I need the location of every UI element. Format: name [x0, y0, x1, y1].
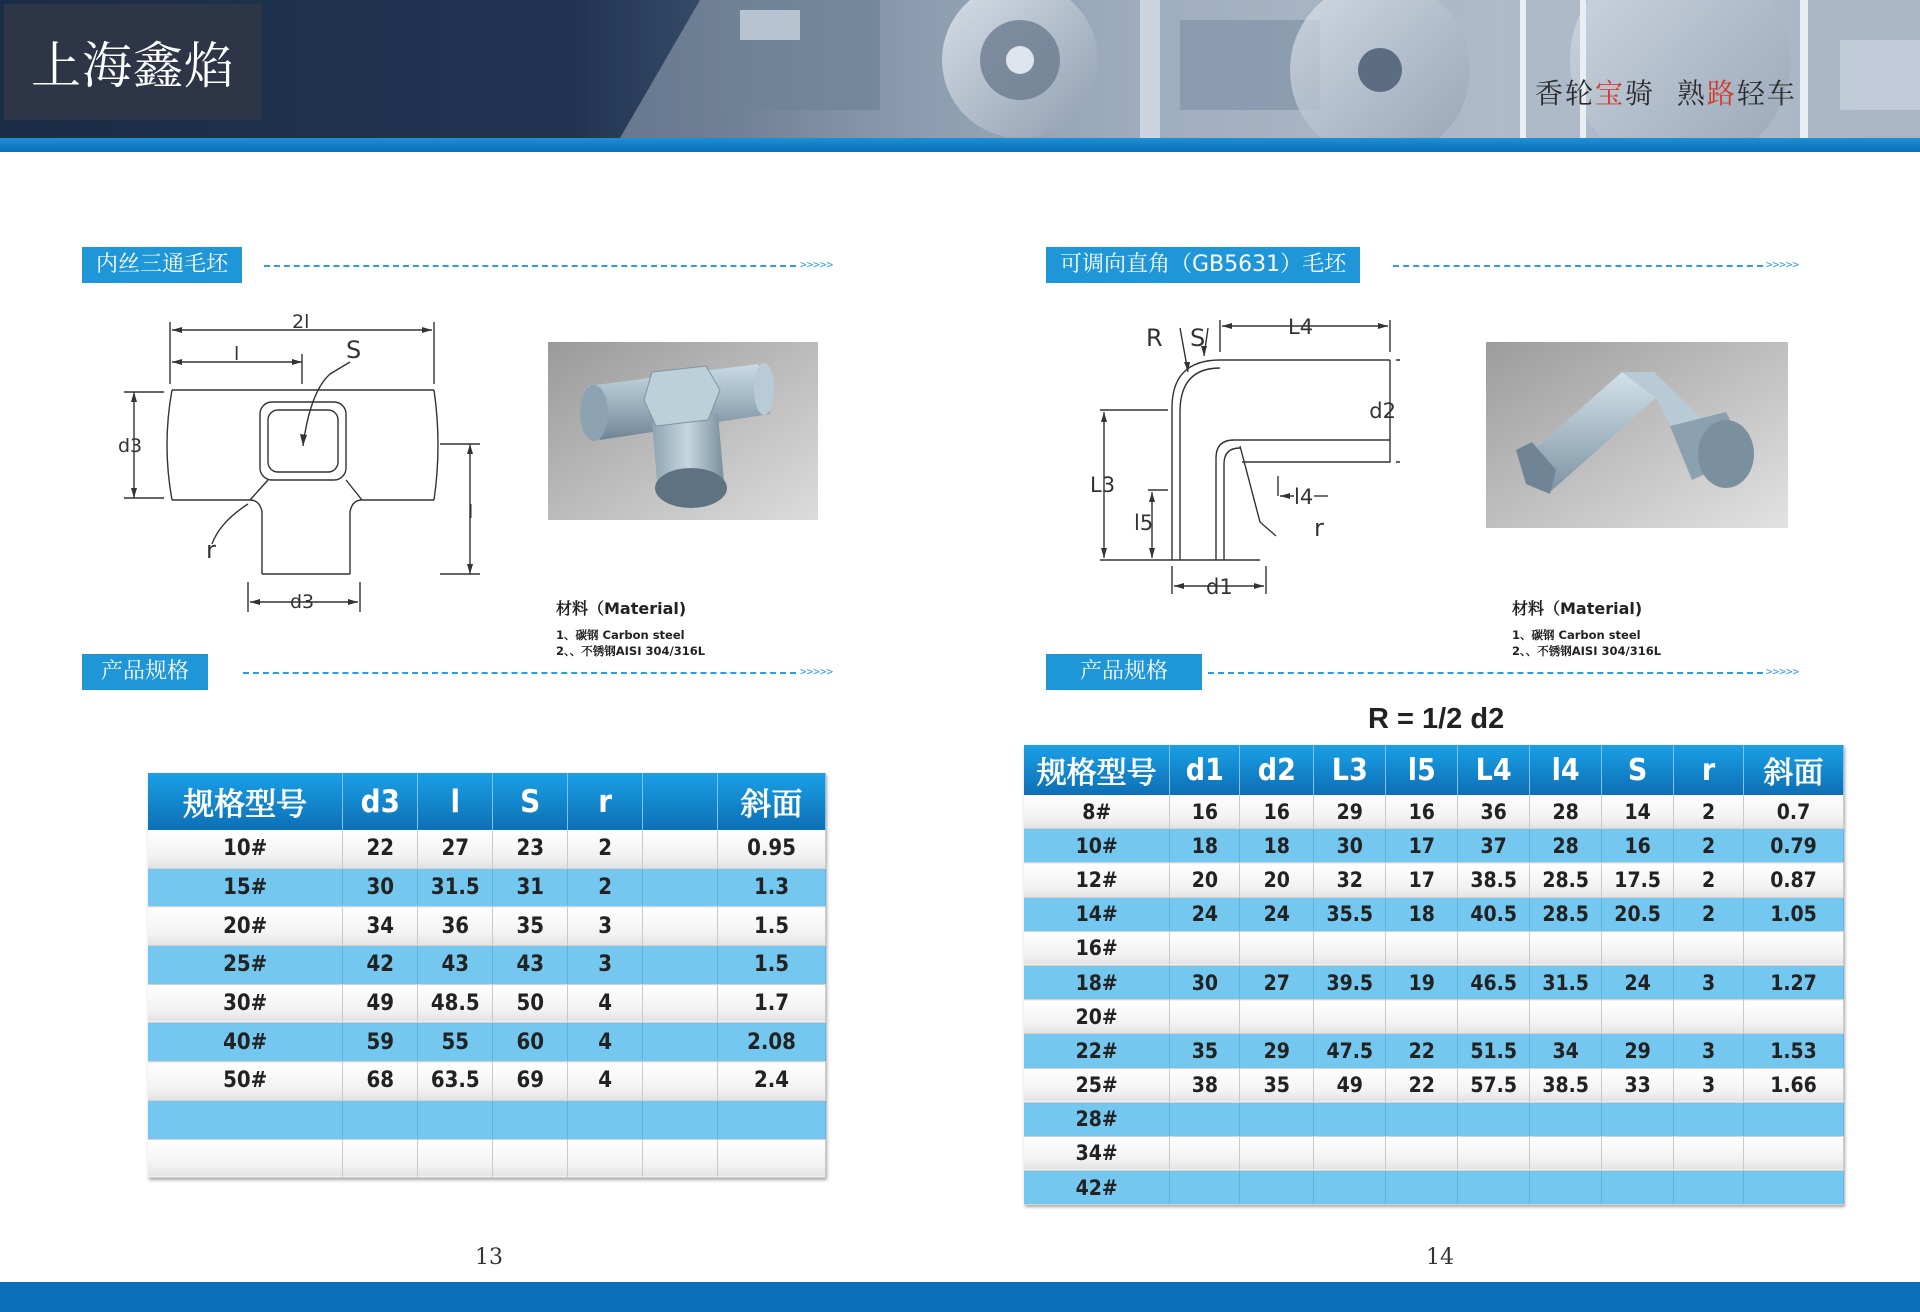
col-header: d2	[1240, 745, 1314, 795]
table-cell: 23	[493, 830, 568, 868]
table-cell	[643, 907, 718, 946]
table-cell: 51.5	[1458, 1034, 1530, 1068]
table-cell	[1744, 1102, 1844, 1136]
section-title-spec-right: 产品规格	[1046, 654, 1202, 690]
section-divider	[1393, 265, 1763, 267]
table-header-row	[148, 773, 826, 830]
spec-table-elbow	[1024, 745, 1844, 1205]
table-cell	[1458, 1136, 1530, 1170]
table-cell	[493, 1100, 568, 1139]
model-cell: 25#	[1024, 1068, 1170, 1102]
table-cell: 42	[343, 946, 418, 985]
table-row	[148, 868, 826, 907]
table-cell: 28.5	[1530, 863, 1602, 897]
table-cell	[1314, 1136, 1386, 1170]
dim-label-d3: d3	[118, 435, 143, 457]
col-header: L4	[1458, 745, 1530, 795]
table-cell	[643, 1100, 718, 1139]
slogan-part: 轻车	[1736, 77, 1797, 110]
table-cell: 28	[1530, 795, 1602, 829]
model-cell: 40#	[148, 1023, 343, 1062]
dim-label-l5: l5	[1134, 511, 1154, 535]
table-cell: 3	[568, 907, 643, 946]
section-arrows: >>>>>	[1766, 258, 1800, 271]
table-row	[148, 830, 826, 868]
table-row	[1024, 897, 1844, 931]
table-cell	[643, 1023, 718, 1062]
tee-technical-drawing	[110, 312, 490, 620]
table-row	[148, 984, 826, 1023]
tee-3d-render	[548, 342, 818, 520]
table-cell: 68	[343, 1062, 418, 1101]
col-header	[643, 773, 718, 830]
table-cell: 1.05	[1744, 897, 1844, 931]
header-accent-bar	[0, 138, 1920, 152]
section-arrows: >>>>>	[1766, 665, 1800, 678]
table-cell: 35	[1240, 1068, 1314, 1102]
table-cell: 0.87	[1744, 863, 1844, 897]
table-cell	[1458, 1102, 1530, 1136]
table-row	[1024, 1171, 1844, 1205]
table-cell: 28.5	[1530, 897, 1602, 931]
dim-label-2l: 2l	[292, 312, 310, 333]
table-cell	[1602, 1136, 1674, 1170]
table-cell	[493, 1139, 568, 1178]
table-cell	[643, 868, 718, 907]
col-header: l4	[1530, 745, 1602, 795]
table-cell	[1602, 931, 1674, 965]
table-cell: 43	[418, 946, 493, 985]
col-header: 规格型号	[1024, 745, 1170, 795]
dim-label-l4-small: l4	[1294, 485, 1314, 509]
section-divider	[264, 265, 796, 267]
table-cell: 2.4	[718, 1062, 826, 1101]
table-cell: 16	[1602, 829, 1674, 863]
table-cell: 24	[1240, 897, 1314, 931]
table-row	[1024, 965, 1844, 999]
material-item: 2、、不锈钢AISI 304/316L	[1512, 644, 1662, 658]
table-cell: 16	[1170, 795, 1240, 829]
table-cell: 31	[493, 868, 568, 907]
table-cell	[643, 1139, 718, 1178]
model-cell: 50#	[148, 1062, 343, 1101]
table-cell	[1744, 1136, 1844, 1170]
table-cell	[568, 1100, 643, 1139]
table-cell: 1.27	[1744, 965, 1844, 999]
table-row	[148, 1062, 826, 1101]
dim-label-d1: d1	[1206, 575, 1233, 599]
table-cell: 20.5	[1602, 897, 1674, 931]
table-cell: 24	[1170, 897, 1240, 931]
table-cell: 2	[1674, 897, 1744, 931]
footer-bar	[0, 1282, 1920, 1312]
elbow-3d-render	[1486, 342, 1788, 528]
table-row	[148, 1023, 826, 1062]
table-cell	[1170, 1000, 1240, 1034]
table-cell: 47.5	[1314, 1034, 1386, 1068]
table-cell	[1744, 1171, 1844, 1205]
col-header: r	[1674, 745, 1744, 795]
table-cell: 24	[1602, 965, 1674, 999]
model-cell: 10#	[1024, 829, 1170, 863]
col-header: d1	[1170, 745, 1240, 795]
table-cell: 32	[1314, 863, 1386, 897]
table-cell: 1.66	[1744, 1068, 1844, 1102]
spec-table-tee	[148, 773, 826, 1178]
table-cell	[1240, 1171, 1314, 1205]
table-cell: 35.5	[1314, 897, 1386, 931]
table-row	[1024, 1102, 1844, 1136]
table-cell: 40.5	[1458, 897, 1530, 931]
table-cell: 2	[1674, 863, 1744, 897]
table-cell: 14	[1602, 795, 1674, 829]
table-cell: 3	[1674, 965, 1744, 999]
table-cell	[1170, 1171, 1240, 1205]
radius-formula: R = 1/2 d2	[1368, 703, 1505, 735]
table-cell: 18	[1240, 829, 1314, 863]
table-cell	[1602, 1102, 1674, 1136]
table-row	[1024, 1000, 1844, 1034]
model-cell: 42#	[1024, 1171, 1170, 1205]
table-cell: 0.95	[718, 830, 826, 868]
table-cell: 2.08	[718, 1023, 826, 1062]
brand-box	[4, 4, 262, 120]
section-title-elbow: 可调向直角（GB5631）毛坯	[1046, 247, 1360, 283]
model-cell: 20#	[148, 907, 343, 946]
model-cell: 12#	[1024, 863, 1170, 897]
slogan-part-red: 路	[1706, 77, 1737, 110]
dim-label-r-small: r	[1314, 514, 1324, 542]
material-item: 2、、不锈钢AISI 304/316L	[556, 644, 706, 658]
col-header: S	[493, 773, 568, 830]
table-cell	[643, 946, 718, 985]
slogan-part: 香轮	[1535, 77, 1596, 110]
section-arrows: >>>>>	[800, 258, 834, 271]
model-cell: 15#	[148, 868, 343, 907]
table-cell	[1240, 1102, 1314, 1136]
table-cell: 49	[1314, 1068, 1386, 1102]
table-cell: 35	[1170, 1034, 1240, 1068]
table-cell: 17	[1386, 829, 1458, 863]
col-header: l5	[1386, 745, 1458, 795]
model-cell: 22#	[1024, 1034, 1170, 1068]
dim-label-R: R	[1146, 324, 1163, 352]
table-cell: 1.5	[718, 907, 826, 946]
table-cell: 1.3	[718, 868, 826, 907]
table-cell	[1314, 931, 1386, 965]
table-cell: 46.5	[1458, 965, 1530, 999]
table-cell	[418, 1139, 493, 1178]
table-cell	[1314, 1102, 1386, 1136]
table-cell	[1240, 1000, 1314, 1034]
section-divider	[1208, 672, 1763, 674]
table-cell	[418, 1100, 493, 1139]
table-cell	[718, 1139, 826, 1178]
table-cell	[568, 1139, 643, 1178]
table-cell: 3	[1674, 1034, 1744, 1068]
table-cell	[343, 1100, 418, 1139]
table-cell: 20	[1170, 863, 1240, 897]
table-header-row	[1024, 745, 1844, 795]
table-cell: 39.5	[1314, 965, 1386, 999]
table-row	[148, 1139, 826, 1178]
model-cell: 14#	[1024, 897, 1170, 931]
table-cell	[718, 1100, 826, 1139]
col-header: 规格型号	[148, 773, 343, 830]
table-cell	[1674, 1171, 1744, 1205]
table-cell: 29	[1240, 1034, 1314, 1068]
dim-label-L4: L4	[1288, 315, 1314, 339]
table-cell	[643, 830, 718, 868]
table-cell: 2	[568, 830, 643, 868]
table-cell: 16	[1386, 795, 1458, 829]
table-cell	[1386, 931, 1458, 965]
model-cell: 28#	[1024, 1102, 1170, 1136]
brand-name: 上海鑫焰	[31, 37, 235, 95]
table-cell: 27	[1240, 965, 1314, 999]
table-cell	[1530, 1000, 1602, 1034]
table-cell	[1170, 931, 1240, 965]
slogan-part: 骑 熟	[1625, 77, 1707, 110]
col-header: S	[1602, 745, 1674, 795]
table-cell: 27	[418, 830, 493, 868]
dim-label-s: S	[346, 336, 362, 364]
table-cell: 30	[343, 868, 418, 907]
table-cell: 30	[1314, 829, 1386, 863]
table-cell	[343, 1139, 418, 1178]
table-cell	[1240, 931, 1314, 965]
elbow-technical-drawing	[1080, 312, 1400, 602]
dim-label-l-right: l	[468, 501, 474, 523]
table-row	[1024, 931, 1844, 965]
table-cell: 29	[1602, 1034, 1674, 1068]
table-cell: 2	[568, 868, 643, 907]
model-cell: 25#	[148, 946, 343, 985]
table-cell: 35	[493, 907, 568, 946]
col-header: 斜面	[1744, 745, 1844, 795]
table-cell: 4	[568, 984, 643, 1023]
table-cell: 60	[493, 1023, 568, 1062]
table-cell: 17.5	[1602, 863, 1674, 897]
table-row	[1024, 1136, 1844, 1170]
table-cell	[1530, 1136, 1602, 1170]
model-cell: 30#	[148, 984, 343, 1023]
table-row	[1024, 1034, 1844, 1068]
model-cell	[148, 1100, 343, 1139]
model-cell: 18#	[1024, 965, 1170, 999]
table-cell	[1314, 1171, 1386, 1205]
table-row	[1024, 863, 1844, 897]
table-cell: 20	[1240, 863, 1314, 897]
material-info-left	[556, 596, 705, 659]
table-cell	[1458, 1000, 1530, 1034]
table-row	[148, 1100, 826, 1139]
table-cell	[1386, 1102, 1458, 1136]
table-row	[1024, 795, 1844, 829]
model-cell: 20#	[1024, 1000, 1170, 1034]
table-cell: 31.5	[1530, 965, 1602, 999]
section-arrows: >>>>>	[800, 665, 834, 678]
table-cell: 2	[1674, 795, 1744, 829]
table-cell: 31.5	[418, 868, 493, 907]
section-title-tee: 内丝三通毛坯	[82, 247, 242, 283]
table-cell: 30	[1170, 965, 1240, 999]
table-cell	[1674, 931, 1744, 965]
col-header: L3	[1314, 745, 1386, 795]
col-header: l	[418, 773, 493, 830]
table-cell: 38	[1170, 1068, 1240, 1102]
col-header: r	[568, 773, 643, 830]
table-cell: 4	[568, 1023, 643, 1062]
table-cell: 1.7	[718, 984, 826, 1023]
table-cell: 22	[343, 830, 418, 868]
table-cell: 43	[493, 946, 568, 985]
table-cell: 48.5	[418, 984, 493, 1023]
page-number-left: 13	[475, 1245, 503, 1270]
table-cell	[1674, 1000, 1744, 1034]
dim-label-d3-bottom: d3	[290, 591, 315, 613]
table-cell: 2	[1674, 829, 1744, 863]
model-cell	[148, 1139, 343, 1178]
table-cell: 1.5	[718, 946, 826, 985]
model-cell: 16#	[1024, 931, 1170, 965]
page-number-right: 14	[1426, 1245, 1454, 1270]
dim-label-L3: L3	[1090, 473, 1116, 497]
table-cell: 57.5	[1458, 1068, 1530, 1102]
table-cell: 36	[418, 907, 493, 946]
material-title: 材料（Material)	[1512, 599, 1643, 618]
table-cell: 49	[343, 984, 418, 1023]
table-cell: 28	[1530, 829, 1602, 863]
table-cell: 50	[493, 984, 568, 1023]
table-cell: 33	[1602, 1068, 1674, 1102]
table-cell	[1602, 1171, 1674, 1205]
table-cell: 55	[418, 1023, 493, 1062]
table-cell: 18	[1170, 829, 1240, 863]
table-cell	[1744, 931, 1844, 965]
table-row	[148, 907, 826, 946]
table-cell	[1674, 1136, 1744, 1170]
table-cell: 3	[1674, 1068, 1744, 1102]
table-cell: 38.5	[1530, 1068, 1602, 1102]
table-cell: 36	[1458, 795, 1530, 829]
table-cell: 19	[1386, 965, 1458, 999]
table-cell: 3	[568, 946, 643, 985]
material-item: 1、碳钢 Carbon steel	[556, 628, 685, 642]
table-cell: 69	[493, 1062, 568, 1101]
model-cell: 34#	[1024, 1136, 1170, 1170]
table-cell	[1530, 1171, 1602, 1205]
section-title-spec-left: 产品规格	[82, 654, 208, 690]
table-cell	[1314, 1000, 1386, 1034]
table-cell	[1170, 1102, 1240, 1136]
table-cell: 22	[1386, 1068, 1458, 1102]
table-cell: 34	[343, 907, 418, 946]
table-cell	[1674, 1102, 1744, 1136]
model-cell: 8#	[1024, 795, 1170, 829]
material-item: 1、碳钢 Carbon steel	[1512, 628, 1641, 642]
table-row	[1024, 1068, 1844, 1102]
table-cell: 0.7	[1744, 795, 1844, 829]
col-header: d3	[343, 773, 418, 830]
dim-label-d2: d2	[1369, 399, 1396, 423]
material-info-right	[1512, 596, 1661, 659]
table-cell	[1240, 1136, 1314, 1170]
table-cell: 59	[343, 1023, 418, 1062]
dim-label-S: S	[1190, 324, 1206, 352]
material-title: 材料（Material)	[556, 599, 687, 618]
table-cell	[1458, 1171, 1530, 1205]
table-cell: 4	[568, 1062, 643, 1101]
dim-label-l: l	[234, 343, 240, 365]
table-cell	[1602, 1000, 1674, 1034]
model-cell: 10#	[148, 830, 343, 868]
table-row	[148, 946, 826, 985]
table-cell: 63.5	[418, 1062, 493, 1101]
table-cell: 0.79	[1744, 829, 1844, 863]
table-cell: 22	[1386, 1034, 1458, 1068]
table-cell	[1170, 1136, 1240, 1170]
table-cell: 18	[1386, 897, 1458, 931]
table-cell: 1.53	[1744, 1034, 1844, 1068]
slogan-part-red: 宝	[1595, 77, 1626, 110]
section-divider	[243, 672, 796, 674]
table-cell	[1458, 931, 1530, 965]
machinery-photo	[620, 0, 1920, 138]
table-cell: 17	[1386, 863, 1458, 897]
col-header: 斜面	[718, 773, 826, 830]
table-cell	[1530, 931, 1602, 965]
table-cell	[643, 1062, 718, 1101]
table-cell: 16	[1240, 795, 1314, 829]
table-cell	[1386, 1136, 1458, 1170]
table-cell: 34	[1530, 1034, 1602, 1068]
table-cell	[643, 984, 718, 1023]
table-cell: 37	[1458, 829, 1530, 863]
table-row	[1024, 829, 1844, 863]
table-cell: 38.5	[1458, 863, 1530, 897]
table-cell: 29	[1314, 795, 1386, 829]
table-cell	[1386, 1171, 1458, 1205]
dim-label-r: r	[206, 536, 216, 564]
table-cell	[1744, 1000, 1844, 1034]
header-banner	[0, 0, 1920, 138]
slogan	[1535, 72, 1797, 112]
table-cell	[1386, 1000, 1458, 1034]
table-cell	[1530, 1102, 1602, 1136]
